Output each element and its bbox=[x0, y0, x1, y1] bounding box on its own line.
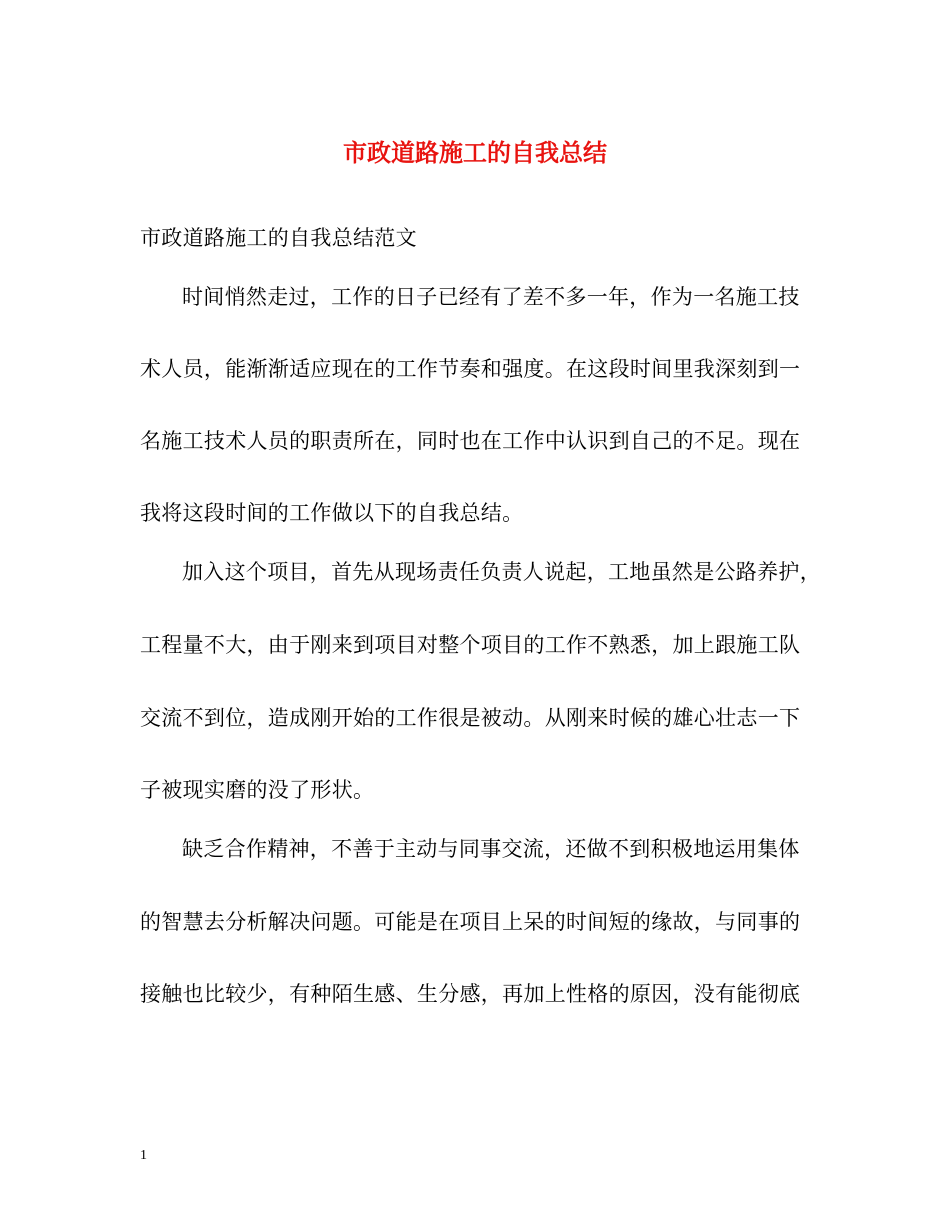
text-line: 名施工技术人员的职责所在，同时也在工作中认识到自己的不足。现在 bbox=[140, 429, 801, 453]
document-subtitle: 市政道路施工的自我总结范文 bbox=[140, 226, 417, 250]
text-line: 交流不到位，造成刚开始的工作很是被动。从刚来时候的雄心壮志一下 bbox=[140, 706, 801, 730]
document-title: 市政道路施工的自我总结 bbox=[343, 138, 607, 167]
text-line: 缺乏合作精神，不善于主动与同事交流，还做不到积极地运用集体 bbox=[182, 837, 800, 861]
text-line: 接触也比较少，有种陌生感、生分感，再加上性格的原因，没有能彻底 bbox=[140, 982, 801, 1006]
text-line: 工程量不大，由于刚来到项目对整个项目的工作不熟悉，加上跟施工队 bbox=[140, 633, 801, 657]
text-line: 子被现实磨的没了形状。 bbox=[140, 778, 375, 802]
text-line: 时间悄然走过，工作的日子已经有了差不多一年，作为一名施工技 bbox=[182, 285, 800, 309]
text-line: 术人员，能渐渐适应现在的工作节奏和强度。在这段时间里我深刻到一 bbox=[140, 357, 801, 381]
page-number: 1 bbox=[140, 1148, 147, 1163]
text-line: 的智慧去分析解决问题。可能是在项目上呆的时间短的缘故，与同事的 bbox=[140, 910, 801, 934]
text-line: 我将这段时间的工作做以下的自我总结。 bbox=[140, 501, 524, 525]
text-line: 加入这个项目，首先从现场责任负责人说起，工地虽然是公路养护， bbox=[182, 560, 821, 584]
